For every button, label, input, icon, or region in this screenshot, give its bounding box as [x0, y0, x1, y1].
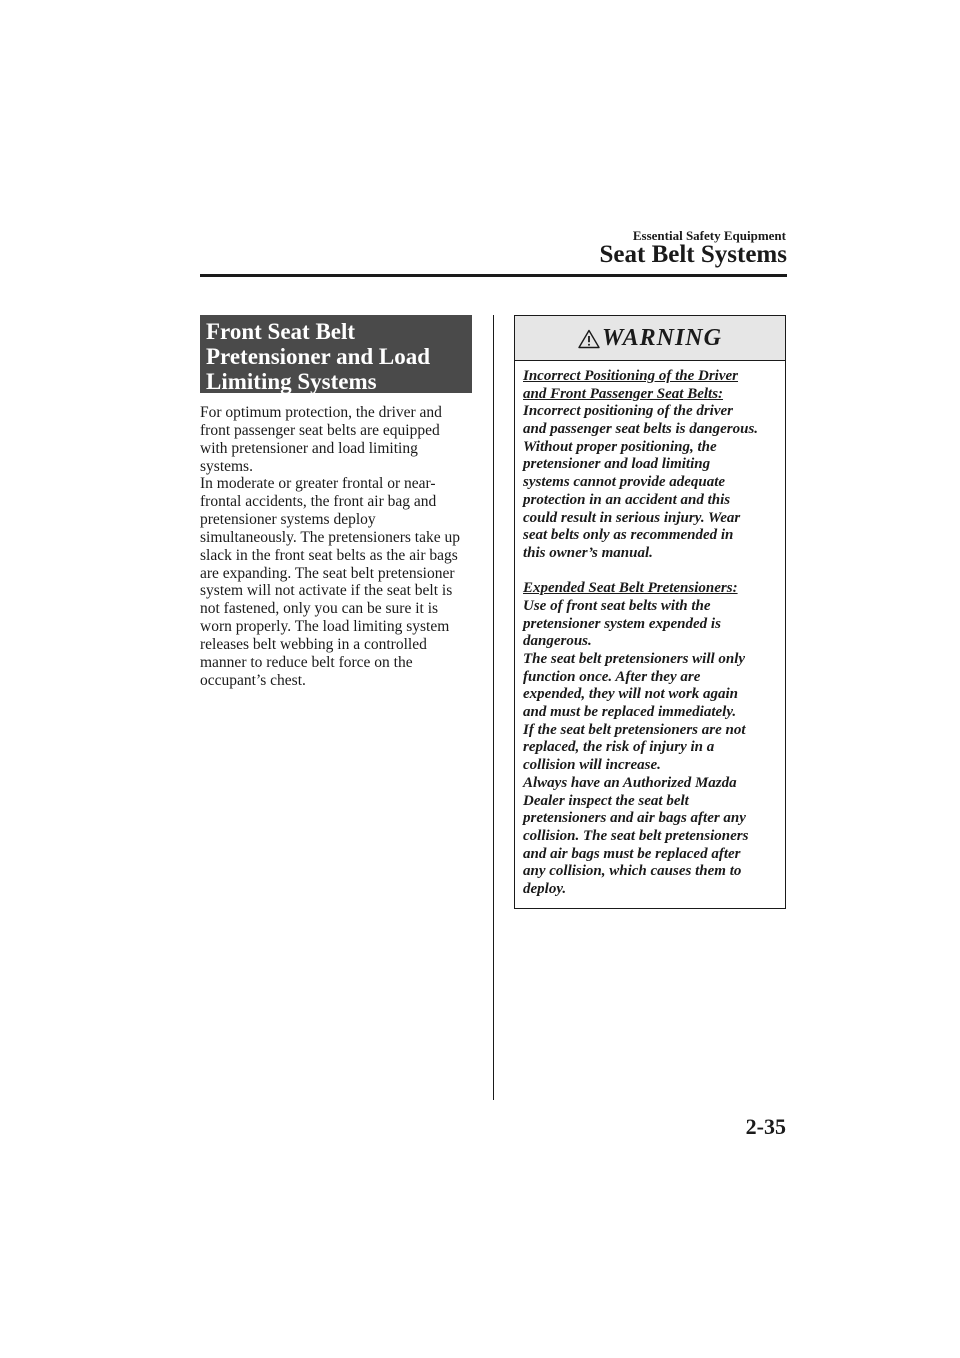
body-line: slack in the front seat belts as the air bags — [200, 546, 458, 564]
warning-box — [514, 315, 786, 909]
warning-line: and must be replaced immediately. — [523, 704, 737, 721]
body-line: frontal accidents, the front air bag and — [200, 493, 437, 511]
warning-line: expended, they will not work again — [523, 686, 739, 703]
body-line: occupant’s chest. — [200, 671, 306, 689]
warning-subheading: Expended Seat Belt Pretensioners: — [523, 580, 738, 597]
warning-line: systems cannot provide adequate — [523, 474, 726, 491]
body-line: In moderate or greater frontal or near- — [200, 475, 436, 493]
body-line: systems. — [200, 457, 253, 475]
warning-line: pretensioner system expended is — [523, 615, 721, 632]
body-line: For optimum protection, the driver and — [200, 404, 442, 421]
warning-line: any collision, which causes them to — [523, 863, 742, 880]
body-text — [200, 404, 490, 690]
page-number: 2-35 — [745, 1114, 786, 1139]
section-heading-line: Front Seat Belt — [206, 319, 356, 344]
body-line: releases belt webbing in a controlled — [200, 635, 427, 653]
body-line: worn properly. The load limiting system — [200, 618, 450, 636]
warning-header — [515, 316, 785, 361]
warning-line: Dealer inspect the seat belt — [523, 792, 689, 809]
body-line: not fastened, only you can be sure it is — [200, 600, 439, 618]
warning-line: protection in an accident and this — [523, 491, 731, 508]
body-line: are expanding. The seat belt pretensioner — [200, 564, 455, 582]
warning-line: and air bags must be replaced after — [523, 845, 741, 862]
section-heading-line: Pretensioner and Load — [206, 344, 431, 369]
warning-line: dangerous. — [523, 633, 592, 650]
warning-line: The seat belt pretensioners will only — [523, 651, 746, 667]
warning-line: could result in serious injury. Wear — [523, 509, 741, 526]
warning-body — [523, 368, 783, 899]
warning-subheading: Incorrect Positioning of the Driver — [523, 368, 739, 384]
body-line: with pretensioner and load limiting — [200, 439, 418, 457]
warning-line: Incorrect positioning of the driver — [523, 403, 734, 420]
warning-line: collision will increase. — [523, 757, 661, 774]
header-rule — [200, 274, 787, 277]
warning-line: seat belts only as recommended in — [523, 527, 734, 544]
warning-triangle-icon — [578, 329, 600, 349]
warning-line: Always have an Authorized Mazda — [523, 774, 737, 791]
page-title: Seat Belt Systems — [599, 241, 787, 268]
warning-line: Use of front seat belts with the — [523, 597, 711, 614]
warning-title: WARNING — [602, 325, 722, 351]
column-divider — [493, 315, 494, 1100]
section-heading — [200, 315, 472, 393]
warning-line: function once. After they are — [523, 668, 701, 685]
body-line: front passenger seat belts are equipped — [200, 421, 440, 439]
warning-line: pretensioner and load limiting — [523, 456, 711, 473]
warning-line: replaced, the risk of injury in a — [523, 739, 715, 756]
body-line: manner to reduce belt force on the — [200, 653, 413, 671]
warning-line: and passenger seat belts is dangerous. — [523, 421, 759, 438]
warning-line: pretensioners and air bags after any — [523, 810, 746, 827]
warning-line: this owner’s manual. — [523, 544, 653, 561]
body-line: simultaneously. The pretensioners take up — [200, 528, 460, 546]
warning-line: collision. The seat belt pretensioners — [523, 827, 749, 844]
body-line: system will not activate if the seat belt is — [200, 582, 453, 600]
warning-line: deploy. — [523, 880, 567, 897]
section-heading-line: Limiting Systems — [206, 369, 377, 394]
paragraph-gap — [523, 563, 783, 581]
warning-line: If the seat belt pretensioners are not — [523, 721, 746, 738]
chapter-label: Essential Safety Equipment — [632, 228, 786, 243]
body-line: pretensioner systems deploy — [200, 511, 376, 529]
warning-line: Without proper positioning, the — [523, 438, 717, 455]
warning-subheading: and Front Passenger Seat Belts: — [523, 385, 724, 402]
